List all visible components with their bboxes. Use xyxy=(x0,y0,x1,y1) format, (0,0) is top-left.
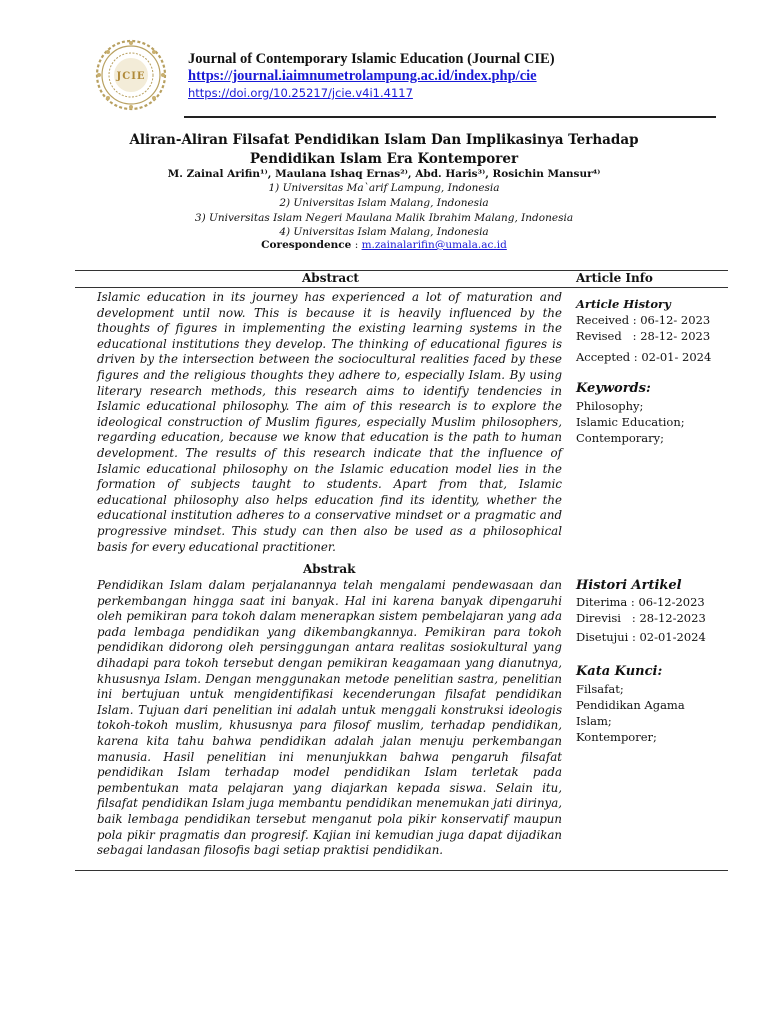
journal-url-link[interactable]: https://journal.iaimnumetrolampung.ac.id/index.php/cie xyxy=(188,68,537,84)
journal-header xyxy=(188,51,555,102)
table-bottom-rule xyxy=(75,870,728,871)
affiliations xyxy=(60,181,708,240)
correspondence-email-link[interactable]: m.zainalarifin@umala.ac.id xyxy=(361,239,507,251)
disetujui-date: Disetujui : 02-01-2024 xyxy=(576,630,706,644)
received-date: Received : 06-12- 2023 xyxy=(576,313,711,327)
article-title xyxy=(60,131,708,169)
header-divider xyxy=(184,116,716,118)
histori-artikel-heading: Histori Artikel xyxy=(576,578,682,593)
accepted-date: Accepted : 02-01- 2024 xyxy=(576,350,712,364)
kata-kunci-item: Kontemporer; xyxy=(576,730,657,744)
abstrak-heading: Abstrak xyxy=(303,562,356,576)
diterima-date: Diterima : 06-12-2023 xyxy=(576,595,705,609)
kata-kunci-item: Filsafat; xyxy=(576,682,624,696)
doi-link[interactable]: https://doi.org/10.25217/jcie.v4i1.4117 xyxy=(188,86,413,100)
affiliation-item: 4) Universitas Islam Malang, Indonesia xyxy=(279,226,489,239)
journal-logo xyxy=(92,36,170,114)
authors: M. Zainal Arifin¹⁾, Maulana Ishaq Ernas²⁾, Abd. Haris³⁾, Rosichin Mansur⁴⁾ xyxy=(167,168,601,180)
correspondence xyxy=(60,239,708,251)
logo-text: JCIE xyxy=(116,71,146,82)
abstract-heading: Abstract xyxy=(302,271,359,285)
kata-kunci-item: Pendidikan Agama xyxy=(576,698,685,712)
article-title-line1: Aliran-Aliran Filsafat Pendidikan Islam Dan Implikasinya Terhadap xyxy=(129,132,639,148)
abstract-text-en: Islamic education in its journey has experienced a lot of maturation and development until now. This is because it is heavily influenced by the thoughts of figures in implementing the existing learning systems in the educational institutions they develop. The thinking of educational figures is driven by the intersection between the sociocultural realities faced by these figures and the religious thoughts they adhere to, especially Islam. By using literary research methods, this research aims to identify tendencies in Islamic educational philosophy. The aim of this research is to explore the ideological construction of Muslim figures, especially Muslim philosophers, regarding education, because we know that education is the path to human development. The results of this research indicate that the influence of Islamic educational philosophy on the Islamic education model lies in the formation of subjects taught to students. Apart from that, Islamic educational philosophy also helps education find its identity, whether the educational institution adheres to a conservative mindset or a pragmatic and progressive mindset. This study can then also be used as a philosophical basis for every educational practitioner. xyxy=(97,290,562,554)
correspondence-label: Corespondence xyxy=(261,239,352,251)
article-info-heading: Article Info xyxy=(576,271,653,285)
correspondence-sep: : xyxy=(351,239,362,251)
kata-kunci-item: Islam; xyxy=(576,714,612,728)
article-info-panel xyxy=(576,296,726,446)
article-title-line2: Pendidikan Islam Era Kontemporer xyxy=(249,151,519,167)
journal-title: Journal of Contemporary Islamic Education (Journal CIE) xyxy=(188,51,555,67)
affiliation-item: 1) Universitas Ma`arif Lampung, Indonesia xyxy=(268,182,500,194)
keyword-item: Islamic Education; xyxy=(576,415,685,429)
article-history-heading: Article History xyxy=(576,297,671,311)
table-header-rule xyxy=(75,287,728,288)
kata-kunci-heading: Kata Kunci: xyxy=(576,664,663,679)
affiliation-item: 3) Universitas Islam Negeri Maulana Malik Ibrahim Malang, Indonesia xyxy=(194,211,574,224)
direvisi-date: Direvisi : 28-12-2023 xyxy=(576,611,706,625)
info-artikel-panel xyxy=(576,577,726,745)
affiliation-item: 2) Universitas Islam Malang, Indonesia xyxy=(279,196,489,209)
keyword-item: Philosophy; xyxy=(576,399,644,413)
keywords-heading: Keywords: xyxy=(576,381,651,396)
keyword-item: Contemporary; xyxy=(576,431,664,445)
revised-date: Revised : 28-12- 2023 xyxy=(576,329,711,343)
abstract-text-id: Pendidikan Islam dalam perjalanannya telah mengalami pendewasaan dan perkembangan hingga saat ini banyak. Hal ini karena banyak dipengaruhi oleh pemikiran para tokoh dalam menerapkan sistem pembelajaran yang ada pada lembaga pendidikan yang dikembangkannya. Pemikiran para tokoh pendidikan didorong oleh persinggungan antara realitas sosiokultural yang dihadapi para tokoh tersebut dengan pemikiran keagamaan yang dianutnya, khususnya Islam. Dengan menggunakan metode penelitian sastra, penelitian ini bertujuan untuk mengidentifikasi kecenderungan filsafat pendidikan Islam. Tujuan dari penelitian ini adalah untuk menggali konstruksi ideologis tokoh-tokoh muslim, khususnya para filosof muslim, terhadap pendidikan, karena kita tahu bahwa pendidikan adalah jalan menuju perkembangan manusia. Hasil penelitian ini menunjukkan bahwa pengaruh filsafat pendidikan Islam terhadap model pendidikan Islam terletak pada pembentukan mata pelajaran yang diajarkan kepada siswa. Selain itu, filsafat pendidikan Islam juga membantu pendidikan menemukan jati dirinya, baik lembaga pendidikan tersebut menganut pola pikir konservatif maupun pola pikir pragmatis dan progresif. Kajian ini kemudian juga dapat dijadikan sebagai landasan filosofis bagi setiap praktisi pendidikan. xyxy=(97,578,562,858)
